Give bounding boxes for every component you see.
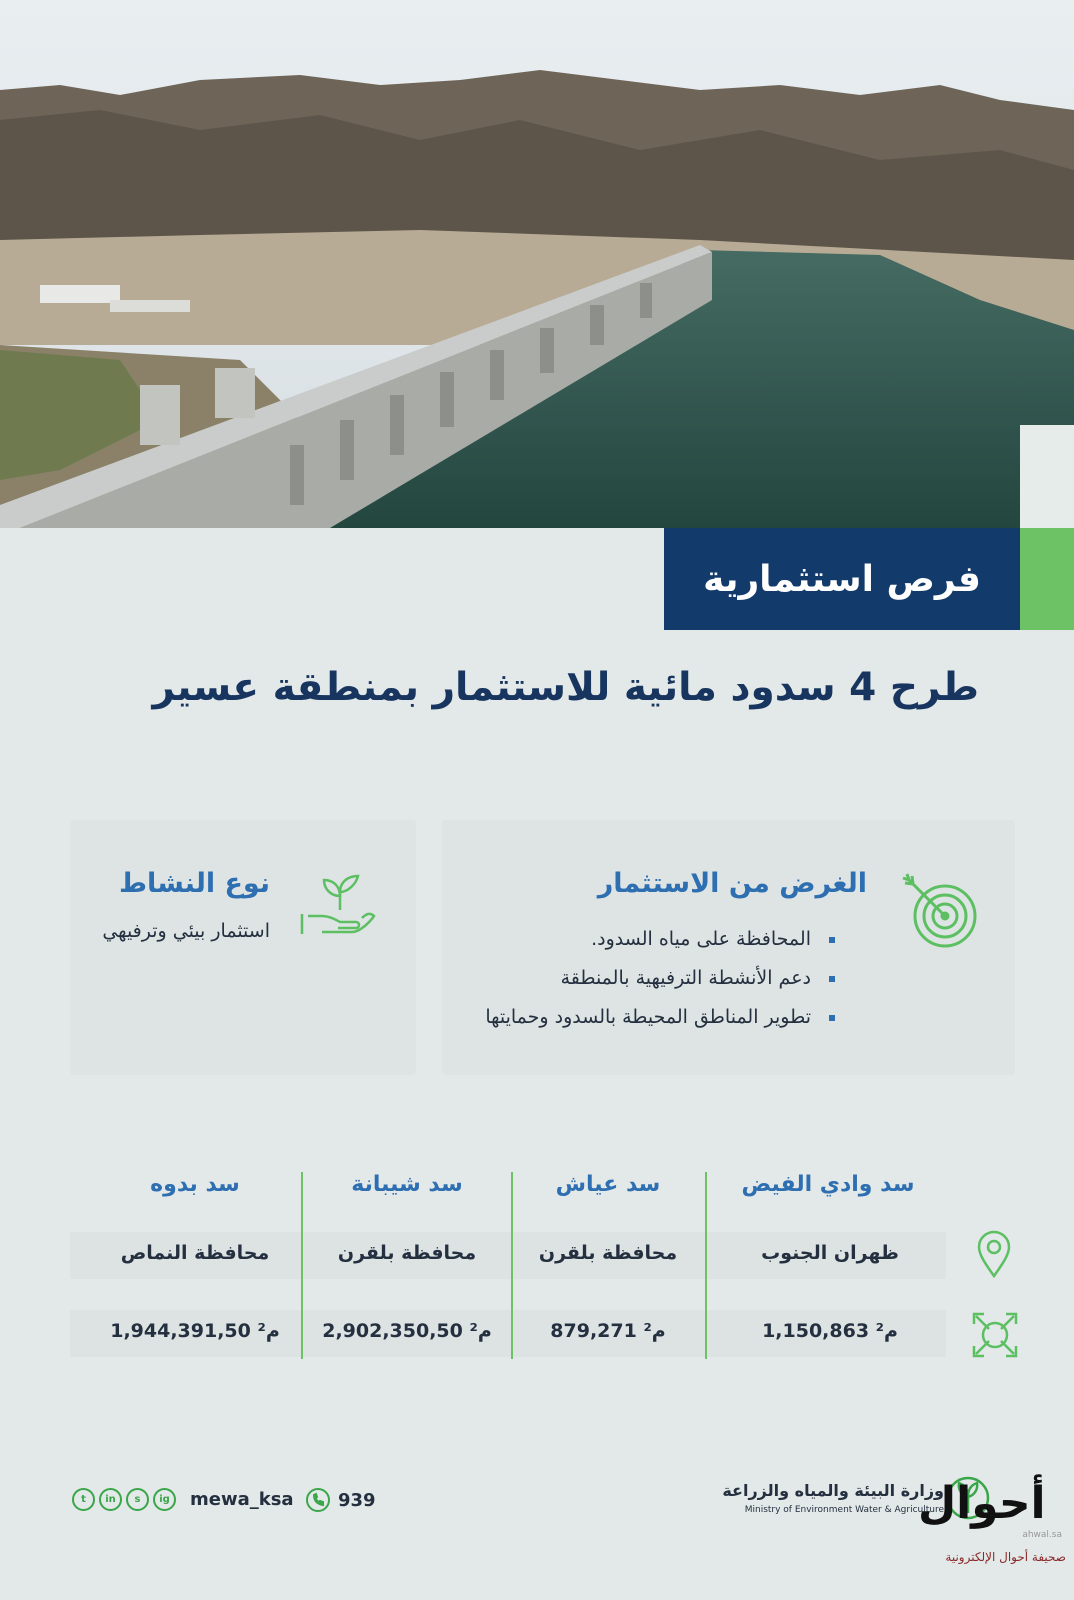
phone-number[interactable]: 939 (338, 1490, 376, 1511)
watermark-logo: أحوال (918, 1478, 1046, 1529)
hero-dam-photo (0, 0, 1074, 528)
page-title: طرح 4 سدود مائية للاستثمار بمنطقة عسير (152, 665, 979, 710)
dam-name: سد شيبانة (351, 1172, 463, 1197)
plant-in-hand-icon (300, 870, 380, 944)
twitter-icon[interactable]: t (72, 1488, 95, 1511)
dam-name: سد بدوه (150, 1172, 240, 1197)
list-item: تطوير المناطق المحيطة بالسدود وحمايتها (485, 998, 835, 1037)
area-measure-icon (972, 1312, 1018, 1362)
column-divider (705, 1172, 707, 1359)
dam-location: محافظة بلقرن (337, 1242, 477, 1264)
dam-location: محافظة بلقرن (538, 1242, 678, 1264)
watermark-url: ahwal.sa (1022, 1530, 1062, 1540)
section-label: فرص استثمارية (664, 528, 1020, 630)
dam-area: 1,150,863 م² (762, 1320, 898, 1342)
dam-area: 879,271 م² (550, 1320, 666, 1342)
social-handle[interactable]: mewa_ksa (190, 1489, 294, 1510)
purpose-title: الغرض من الاستثمار (597, 868, 867, 899)
column-divider (301, 1172, 303, 1359)
activity-text: استثمار بيئي وترفيهي (102, 920, 270, 942)
dam-name: سد عياش (555, 1172, 661, 1197)
watermark-subtitle: صحيفة أحوال الإلكترونية (945, 1550, 1066, 1564)
column-divider (511, 1172, 513, 1359)
instagram-icon[interactable]: ig (153, 1488, 176, 1511)
linkedin-icon[interactable]: in (99, 1488, 122, 1511)
phone-icon (305, 1487, 331, 1517)
ministry-name-ar: وزارة البيئة والمياه والزراعة (722, 1481, 944, 1500)
target-icon (899, 870, 979, 954)
list-item: دعم الأنشطة الترفيهية بالمنطقة (485, 959, 835, 998)
list-item: المحافظة على مياه السدود. (485, 920, 835, 959)
dam-location: محافظة النماص (120, 1242, 270, 1264)
purpose-list (485, 920, 835, 1037)
dam-location: ظهران الجنوب (761, 1242, 899, 1264)
activity-title: نوع النشاط (119, 868, 270, 899)
dam-name: سد وادي الفيض (741, 1172, 915, 1197)
purpose-card (442, 820, 1015, 1075)
ministry-name-en: Ministry of Environment Water & Agriculture (744, 1505, 944, 1515)
snapchat-icon[interactable]: s (126, 1488, 149, 1511)
green-accent-bar (1020, 528, 1074, 630)
location-pin-icon (976, 1230, 1012, 1282)
dam-area: 1,944,391,50 م² (110, 1320, 280, 1342)
social-links (72, 1488, 294, 1511)
activity-card (70, 820, 416, 1075)
dam-area: 2,902,350,50 م² (322, 1320, 492, 1342)
